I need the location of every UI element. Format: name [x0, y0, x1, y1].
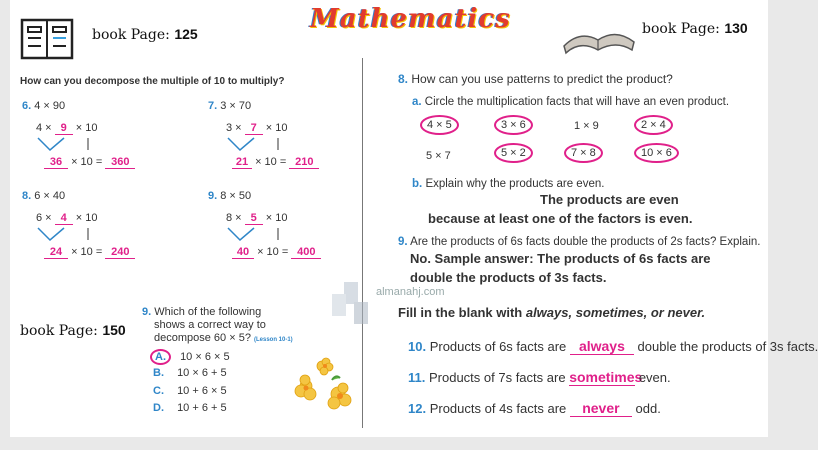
equation-text: × 10 = [71, 246, 103, 258]
watermark-logo-icon [328, 282, 376, 336]
book-page-number: 150 [102, 322, 126, 338]
fact-circled[interactable]: 2 × 4 [634, 115, 673, 135]
mc-number: 9. [142, 306, 152, 318]
q8b-prompt [412, 178, 604, 190]
watermark [328, 282, 376, 341]
equation-text: × 10 = [257, 246, 289, 258]
option-text: 10 × 6 + 5 [177, 367, 227, 379]
option-text: 10 + 6 + 5 [177, 402, 227, 414]
worksheet-page [10, 0, 818, 437]
fill-item-10 [408, 338, 818, 355]
question-text: Explain why the products are even. [425, 178, 605, 190]
item-text: Products of 4s facts are [429, 401, 567, 416]
page-title: Mathematics [310, 4, 511, 34]
fact-circled[interactable]: 7 × 8 [564, 143, 603, 163]
q9-prompt [398, 236, 760, 248]
factor-text: 4 × [36, 122, 52, 134]
fact-circled[interactable]: 5 × 2 [494, 143, 533, 163]
problem-number: 6. [22, 100, 32, 112]
question-number: 12. [408, 401, 427, 416]
item-text: Products of 7s facts are [428, 370, 566, 385]
answer-blank: 240 [105, 246, 135, 259]
mc-option-a[interactable] [150, 349, 230, 365]
answer-blank: 40 [232, 246, 254, 259]
open-book-icon [560, 20, 638, 61]
equation-text: × 10 = [255, 156, 287, 168]
answer-blank: 24 [44, 246, 68, 259]
q8b-answer-line2: because at least one of the factors is even. [428, 211, 693, 226]
mc-text: decompose 60 × 5? [154, 332, 251, 344]
sub-label: a. [412, 96, 422, 108]
problem-number: 8. [22, 190, 32, 202]
answer-blank: 5 [245, 212, 263, 225]
answer-blank: 210 [289, 156, 319, 169]
option-text: 10 × 6 × 5 [180, 351, 230, 363]
fact[interactable]: 1 × 9 [574, 120, 599, 132]
mc-option-c[interactable] [153, 385, 227, 397]
decompose-lines [36, 136, 96, 154]
book-page-right [642, 20, 748, 37]
fact-circled[interactable]: 3 × 6 [494, 115, 533, 135]
q9-answer-line2: double the products of 3s facts. [410, 270, 607, 285]
decompose-lines [226, 136, 286, 154]
factor-text: 8 × [226, 212, 242, 224]
question-number: 8. [398, 72, 409, 86]
q8-prompt [398, 72, 673, 86]
question-number: 11. [408, 370, 426, 385]
equation-text: × 10 = [71, 156, 103, 168]
answer-blank: 7 [245, 122, 263, 135]
item-text: double the products of 3s facts. [637, 339, 818, 354]
sub-label: b. [412, 178, 423, 190]
fill-instructions [398, 305, 705, 320]
question-text: Are the products of 6s facts double the products of 2s facts? Explain. [410, 236, 761, 248]
answer-blank[interactable]: sometimes [569, 369, 643, 385]
answer-blank[interactable]: never [570, 400, 632, 417]
option-letter: D. [153, 402, 164, 414]
question-text: Circle the multiplication facts that will have an even product. [424, 96, 730, 108]
mc-text: shows a correct way to [154, 319, 266, 331]
item-text: Products of 6s facts are [429, 339, 567, 354]
option-letter: A. [150, 349, 171, 365]
book-page-bottom [20, 322, 126, 339]
item-text: odd. [635, 401, 661, 416]
left-question: How can you decompose the multiple of 10 to multiply? [20, 76, 285, 87]
fill-item-12 [408, 400, 661, 417]
fill-item-11 [408, 369, 671, 386]
problem-number: 7. [208, 100, 218, 112]
book-page-label: book Page: [20, 323, 98, 339]
decompose-lines [36, 226, 96, 244]
q8a-prompt [412, 96, 729, 108]
factor-text: × 10 [75, 122, 98, 134]
column-divider [362, 58, 363, 428]
problem-expression: 3 × 70 [220, 100, 252, 112]
question-text: How can you use patterns to predict the product? [411, 72, 673, 86]
instruction-words: always, sometimes, or never. [525, 305, 706, 320]
problem-expression: 8 × 50 [220, 190, 252, 202]
answer-blank: 36 [44, 156, 68, 169]
lesson-ref: (Lesson 10-1) [254, 337, 293, 343]
book-page-left [92, 26, 198, 43]
book-page-label: book Page: [92, 27, 170, 43]
option-letter: B. [153, 367, 164, 379]
factor-text: × 10 [265, 122, 288, 134]
instruction-text: Fill in the blank with [398, 305, 526, 320]
mc-option-d[interactable] [153, 402, 227, 414]
fact-circled[interactable]: 10 × 6 [634, 143, 679, 163]
decompose-lines [226, 226, 286, 244]
question-number: 9. [398, 236, 408, 248]
book-page-number: 130 [724, 20, 748, 36]
answer-blank: 9 [55, 122, 73, 135]
mc-text: Which of the following [154, 306, 262, 318]
factor-text: 3 × [226, 122, 242, 134]
problem-expression: 4 × 90 [34, 100, 66, 112]
question-number: 10. [408, 339, 427, 354]
option-letter: C. [153, 385, 164, 397]
option-text: 10 + 6 × 5 [177, 385, 227, 397]
problem-number: 9. [208, 190, 218, 202]
fact-circled[interactable]: 4 × 5 [420, 115, 459, 135]
answer-blank: 4 [55, 212, 73, 225]
answer-blank: 400 [291, 246, 321, 259]
book-icon [20, 18, 74, 60]
answer-blank: 360 [105, 156, 135, 169]
book-page-label: book Page: [642, 21, 720, 37]
book-page-number: 125 [174, 26, 198, 42]
mc-question [142, 306, 293, 347]
answer-blank: 21 [232, 156, 252, 169]
factor-text: 6 × [36, 212, 52, 224]
q8b-answer-line1: The products are even [540, 192, 679, 207]
answer-blank[interactable]: always [570, 338, 634, 355]
problem-expression: 6 × 40 [34, 190, 66, 202]
flower-decoration [296, 358, 358, 417]
watermark-text: almanahj.com [376, 286, 445, 298]
fact[interactable]: 5 × 7 [426, 150, 451, 162]
item-text: even. [638, 370, 671, 385]
mc-option-b[interactable] [153, 367, 227, 379]
factor-text: × 10 [75, 212, 98, 224]
q9-answer-line1: No. Sample answer: The products of 6s facts are [410, 251, 711, 266]
factor-text: × 10 [265, 212, 288, 224]
